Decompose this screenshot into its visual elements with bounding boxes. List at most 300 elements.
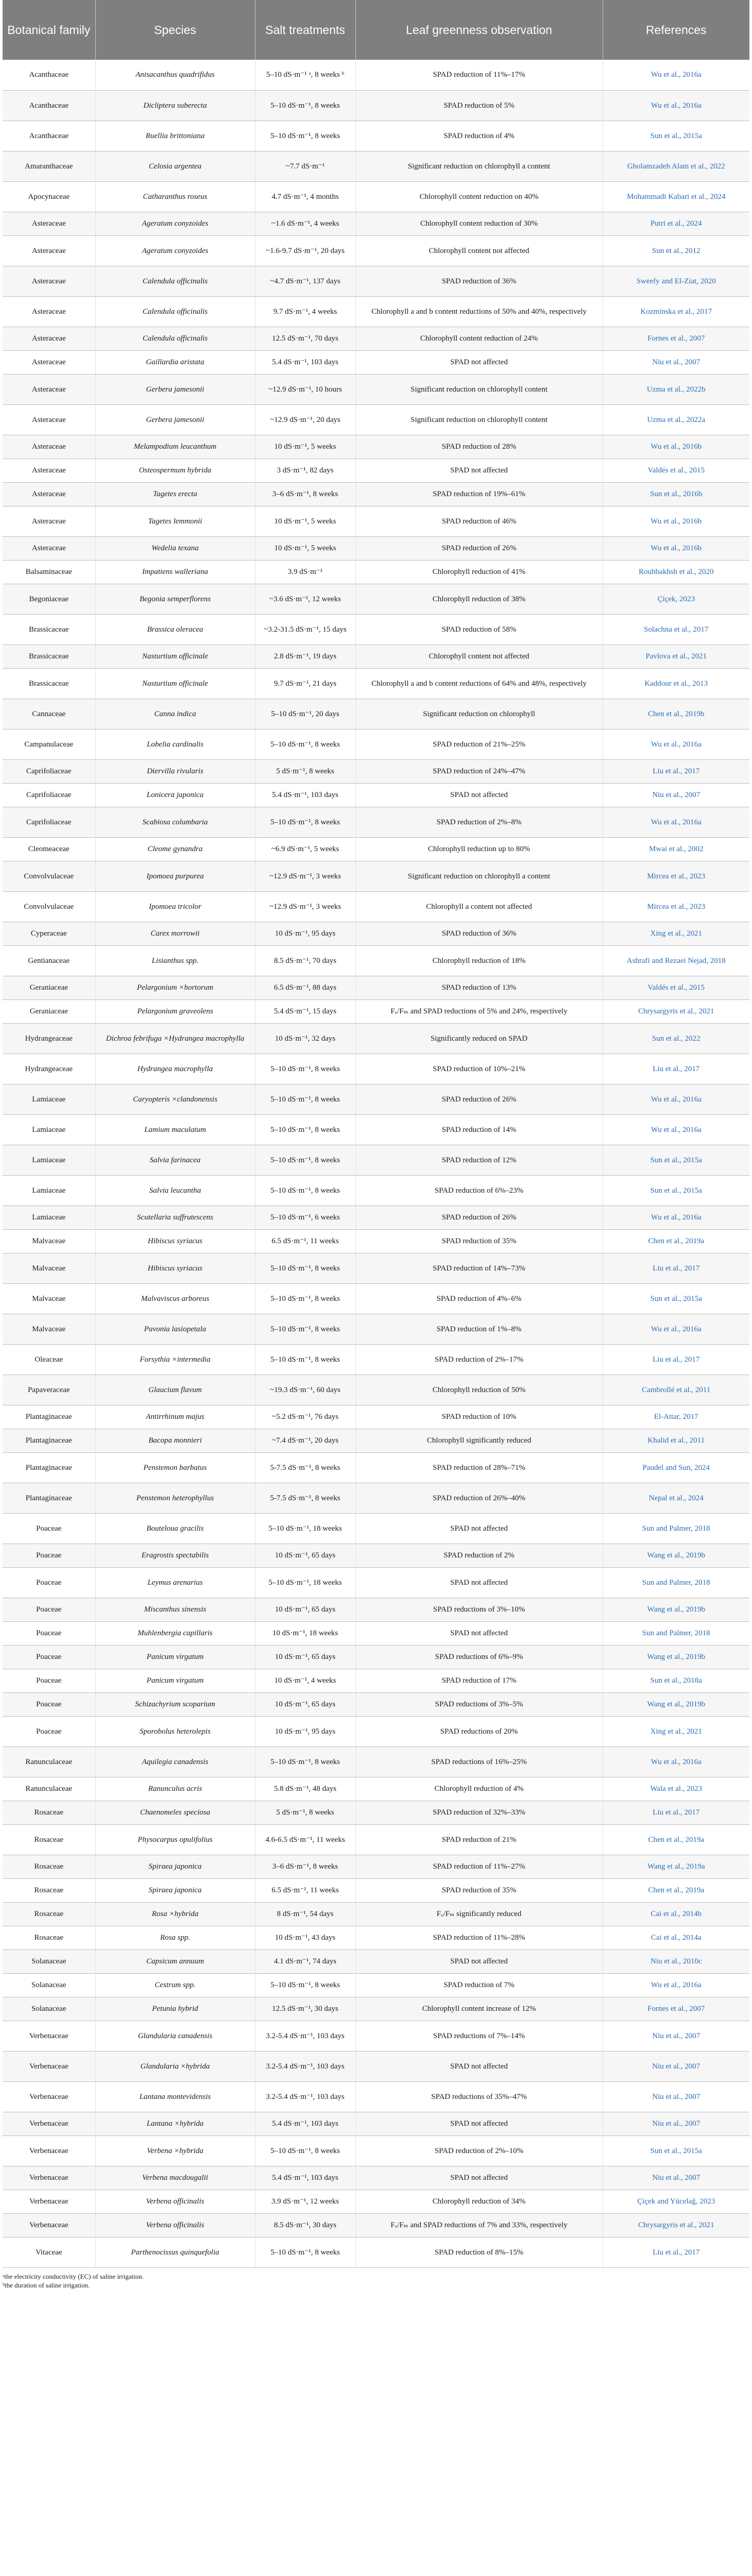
cell-reference[interactable]: Wu et al., 2016a [603,60,749,90]
cell-salt-treatment: 5-7.5 dS·m⁻¹, 8 weeks [255,1483,355,1513]
table-row [3,536,749,560]
cell-family: Papaveraceae [3,1375,95,1405]
table-row [3,584,749,614]
cell-reference[interactable]: Liu et al., 2017 [603,1054,749,1084]
cell-species: Gaillardia aristata [95,350,255,374]
cell-reference[interactable]: Chen et al., 2019a [603,1878,749,1902]
cell-family: Acanthaceae [3,60,95,90]
cell-salt-treatment: 10 dS·m⁻¹, 32 days [255,1023,355,1054]
cell-species: Calendula officinalis [95,296,255,327]
cell-family: Asteraceae [3,327,95,350]
cell-salt-treatment: 5–10 dS·m⁻¹, 8 weeks [255,1344,355,1375]
cell-observation: Fᵥ/Fₘ significantly reduced [355,1902,603,1926]
cell-reference[interactable]: Fornes et al., 2007 [603,327,749,350]
cell-species: Penstemon heterophyllus [95,1483,255,1513]
cell-reference[interactable]: Chen et al., 2019a [603,1824,749,1855]
table-row [3,2021,749,2051]
cell-family: Poaceae [3,1567,95,1598]
cell-observation: SPAD reductions of 20% [355,1716,603,1747]
cell-reference[interactable]: Mwai et al., 2002 [603,837,749,861]
cell-family: Asteraceae [3,404,95,435]
cell-observation: SPAD reduction of 6%–23% [355,1175,603,1206]
table-row [3,1926,749,1950]
table-row [3,1314,749,1344]
cell-reference[interactable]: Çiçek, 2023 [603,584,749,614]
cell-observation: SPAD reductions of 35%–47% [355,2081,603,2112]
header-salt-treatments: Salt treatments [255,0,355,60]
cell-salt-treatment: 5.8 dS·m⁻¹, 48 days [255,1777,355,1801]
cell-reference[interactable]: Liu et al., 2017 [603,1344,749,1375]
cell-reference[interactable]: Kaddour et al., 2013 [603,668,749,699]
cell-observation: SPAD reduction of 36% [355,266,603,296]
cell-observation: SPAD reduction of 14%–73% [355,1253,603,1283]
cell-reference[interactable]: Khalid et al., 2011 [603,1429,749,1452]
cell-reference[interactable]: Rouhbakhsh et al., 2020 [603,560,749,584]
cell-species: Lantana ×hybrida [95,2112,255,2136]
table-row [3,1621,749,1645]
cell-species: Nasturtium officinale [95,645,255,668]
table-row [3,151,749,181]
cell-salt-treatment: 5.4 dS·m⁻¹, 103 days [255,350,355,374]
cell-family: Malvaceae [3,1253,95,1283]
table-row [3,506,749,536]
cell-reference[interactable]: Wu et al., 2016a [603,1973,749,1997]
cell-reference[interactable]: El-Attar, 2017 [603,1405,749,1429]
cell-salt-treatment: 5–10 dS·m⁻¹, 8 weeks [255,1747,355,1777]
cell-reference[interactable]: Niu et al., 2007 [603,350,749,374]
cell-salt-treatment: 10 dS·m⁻¹, 18 weeks [255,1621,355,1645]
table-body [3,60,749,2267]
table-row [3,861,749,891]
footnote: ᵃthe electricity conductivity (EC) of saline irrigation. [3,2272,144,2280]
cell-family: Caprifoliaceae [3,759,95,783]
table-row [3,1483,749,1513]
cell-salt-treatment: ~7.4 dS·m⁻¹, 20 days [255,1429,355,1452]
cell-species: Dichroa febrifuga ×Hydrangea macrophylla [95,1023,255,1054]
cell-reference[interactable]: Sun et al., 2015a [603,1283,749,1314]
cell-family: Acanthaceae [3,90,95,121]
cell-family: Verbenaceae [3,2190,95,2213]
cell-species: Lamium maculatum [95,1114,255,1145]
cell-reference[interactable]: Sun et al., 2022 [603,1023,749,1054]
cell-salt-treatment: 6.5 dS·m⁻¹, 88 days [255,976,355,999]
cell-observation: Fᵥ/Fₘ and SPAD reductions of 5% and 24%, respectively [355,999,603,1023]
cell-reference[interactable]: Wang et al., 2019b [603,1598,749,1621]
cell-reference[interactable]: Cambrollé et al., 2011 [603,1375,749,1405]
cell-observation: SPAD reduction of 4%–6% [355,1283,603,1314]
cell-observation: SPAD reduction of 36% [355,922,603,945]
cell-salt-treatment: 10 dS·m⁻¹, 95 days [255,1716,355,1747]
table-row [3,404,749,435]
cell-observation: SPAD reduction of 28%–71% [355,1452,603,1483]
cell-family: Lamiaceae [3,1206,95,1229]
cell-salt-treatment: 3.2-5.4 dS·m⁻¹, 103 days [255,2021,355,2051]
cell-reference[interactable]: Wu et al., 2016b [603,506,749,536]
table-row [3,1669,749,1692]
cell-reference[interactable]: Chrysargyris et al., 2021 [603,999,749,1023]
table-row [3,1054,749,1084]
cell-species: Osteospermum hybrida [95,459,255,482]
table-row [3,435,749,459]
cell-reference[interactable]: Kozminska et al., 2017 [603,296,749,327]
cell-reference[interactable]: Çiçek and Yücelağ, 2023 [603,2190,749,2213]
cell-reference[interactable]: Valdés et al., 2015 [603,459,749,482]
cell-observation: SPAD reduction of 21% [355,1824,603,1855]
table-row [3,296,749,327]
cell-observation: SPAD reduction of 32%–33% [355,1801,603,1824]
cell-reference[interactable]: Niu et al., 2007 [603,783,749,807]
cell-family: Poaceae [3,1692,95,1716]
cell-family: Asteraceae [3,435,95,459]
cell-salt-treatment: 10 dS·m⁻¹, 65 days [255,1692,355,1716]
table-row [3,1114,749,1145]
cell-observation: Significant reduction on chlorophyll a content [355,151,603,181]
table-row [3,668,749,699]
cell-species: Panicum virgatum [95,1669,255,1692]
cell-reference[interactable]: Solachna et al., 2017 [603,614,749,645]
cell-reference[interactable]: Wu et al., 2016a [603,1314,749,1344]
cell-family: Asteraceae [3,266,95,296]
cell-family: Hydrangeaceae [3,1054,95,1084]
cell-reference[interactable]: Sun and Palmer, 2018 [603,1567,749,1598]
cell-family: Verbenaceae [3,2166,95,2190]
cell-reference[interactable]: Wang et al., 2019b [603,1544,749,1567]
cell-salt-treatment: ~1.6-9.7 dS·m⁻¹, 20 days [255,235,355,266]
cell-species: Verbena macdougalii [95,2166,255,2190]
cell-salt-treatment: 5–10 dS·m⁻¹, 8 weeks [255,121,355,151]
cell-species: Panicum virgatum [95,1645,255,1669]
cell-family: Asteraceae [3,506,95,536]
table-row [3,945,749,976]
cell-reference[interactable]: Paudel and Sun, 2024 [603,1452,749,1483]
cell-reference[interactable]: Sun et al., 2016b [603,482,749,506]
cell-species: Leymus arenarius [95,1567,255,1598]
cell-reference[interactable]: Liu et al., 2017 [603,1253,749,1283]
cell-reference[interactable]: Fornes et al., 2007 [603,1997,749,2021]
cell-observation: Fᵥ/Fₘ and SPAD reductions of 7% and 33%, respectively [355,2213,603,2237]
cell-observation: Significant reduction on chlorophyll content [355,374,603,404]
cell-salt-treatment: 8.5 dS·m⁻¹, 30 days [255,2213,355,2237]
table-row [3,212,749,235]
cell-salt-treatment: 9.7 dS·m⁻¹, 21 days [255,668,355,699]
cell-species: Lobelia cardinalis [95,729,255,759]
cell-observation: Chlorophyll reduction of 38% [355,584,603,614]
cell-salt-treatment: ~7.7 dS·m⁻¹ [255,151,355,181]
table-row [3,2051,749,2081]
cell-reference[interactable]: Wang et al., 2019b [603,1645,749,1669]
cell-species: Schizachyrium scoparium [95,1692,255,1716]
table-row [3,1997,749,2021]
cell-observation: SPAD reductions of 6%–9% [355,1645,603,1669]
cell-salt-treatment: 5-7.5 dS·m⁻¹, 8 weeks [255,1452,355,1483]
table-row [3,2237,749,2267]
table-row [3,2166,749,2190]
cell-species: Hibiscus syriacus [95,1229,255,1253]
cell-species: Cleome gynandra [95,837,255,861]
cell-salt-treatment: 12.5 dS·m⁻¹, 30 days [255,1997,355,2021]
cell-reference[interactable]: Wang et al., 2019b [603,1692,749,1716]
cell-observation: SPAD reduction of 26% [355,1084,603,1114]
table-row [3,1344,749,1375]
table-row [3,999,749,1023]
cell-salt-treatment: ~12.9 dS·m⁻¹, 3 weeks [255,861,355,891]
cell-reference[interactable]: Sweefy and El-Ziat, 2020 [603,266,749,296]
cell-salt-treatment: 8 dS·m⁻¹, 54 days [255,1902,355,1926]
cell-salt-treatment: 2.8 dS·m⁻¹, 19 days [255,645,355,668]
cell-family: Caprifoliaceae [3,783,95,807]
cell-salt-treatment: 8.5 dS·m⁻¹, 70 days [255,945,355,976]
cell-family: Plantaginaceae [3,1429,95,1452]
table-row [3,459,749,482]
cell-salt-treatment: 5 dS·m⁻¹, 8 weeks [255,759,355,783]
cell-reference[interactable]: Chrysargyris et al., 2021 [603,2213,749,2237]
cell-salt-treatment: 5.4 dS·m⁻¹, 15 days [255,999,355,1023]
cell-salt-treatment: 10 dS·m⁻¹, 43 days [255,1926,355,1950]
cell-family: Asteraceae [3,482,95,506]
cell-reference[interactable]: Niu et al., 2007 [603,2081,749,2112]
cell-species: Tagetes lemmonii [95,506,255,536]
cell-salt-treatment: 5–10 dS·m⁻¹, 8 weeks [255,1283,355,1314]
cell-reference[interactable]: Wu et al., 2016a [603,1114,749,1145]
cell-species: Salvia leucantha [95,1175,255,1206]
table-row [3,1513,749,1544]
cell-observation: SPAD reductions of 3%–5% [355,1692,603,1716]
cell-species: Malvaviscus arboreus [95,1283,255,1314]
cell-species: Rosa spp. [95,1926,255,1950]
table-row [3,350,749,374]
cell-observation: SPAD reduction of 28% [355,435,603,459]
cell-reference[interactable]: Niu et al., 2010c [603,1950,749,1973]
cell-species: Sporobolus heterolepis [95,1716,255,1747]
cell-species: Hibiscus syriacus [95,1253,255,1283]
cell-reference[interactable]: Mircea et al., 2023 [603,891,749,922]
cell-observation: SPAD reductions of 16%–25% [355,1747,603,1777]
cell-salt-treatment: 3.2-5.4 dS·m⁻¹, 103 days [255,2081,355,2112]
cell-family: Poaceae [3,1513,95,1544]
cell-reference[interactable]: Xing et al., 2021 [603,1716,749,1747]
cell-species: Celosia argentea [95,151,255,181]
cell-reference[interactable]: Sun and Palmer, 2018 [603,1621,749,1645]
cell-reference[interactable]: Cai et al., 2014a [603,1926,749,1950]
cell-observation: SPAD not affected [355,1621,603,1645]
table-row [3,90,749,121]
cell-reference[interactable]: Mircea et al., 2023 [603,861,749,891]
cell-reference[interactable]: Gholamzadeh Alam et al., 2022 [603,151,749,181]
cell-observation: Significant reduction on chlorophyll content [355,404,603,435]
cell-reference[interactable]: Wang et al., 2019a [603,1855,749,1878]
cell-salt-treatment: ~12.9 dS·m⁻¹, 3 weeks [255,891,355,922]
cell-family: Balsaminaceae [3,560,95,584]
cell-reference[interactable]: Pavlova et al., 2021 [603,645,749,668]
cell-reference[interactable]: Wu et al., 2016b [603,435,749,459]
cell-reference[interactable]: Liu et al., 2017 [603,1801,749,1824]
cell-reference[interactable]: Wu et al., 2016a [603,90,749,121]
cell-family: Solanaceae [3,1950,95,1973]
cell-observation: SPAD reduction of 21%–25% [355,729,603,759]
cell-reference[interactable]: Wu et al., 2016a [603,1206,749,1229]
cell-observation: SPAD not affected [355,1513,603,1544]
cell-observation: SPAD not affected [355,783,603,807]
cell-salt-treatment: 6.5 dS·m⁻¹, 11 weeks [255,1878,355,1902]
cell-species: Calendula officinalis [95,327,255,350]
cell-reference[interactable]: Wu et al., 2016a [603,807,749,837]
cell-observation: Chlorophyll significantly reduced [355,1429,603,1452]
table-row [3,1405,749,1429]
table-row [3,2213,749,2237]
cell-salt-treatment: 10 dS·m⁻¹, 65 days [255,1598,355,1621]
cell-species: Muhlenbergia capillaris [95,1621,255,1645]
cell-reference[interactable]: Sun et al., 2015a [603,2136,749,2166]
cell-salt-treatment: 3–6 dS·m⁻¹, 8 weeks [255,1855,355,1878]
cell-observation: Significant reduction on chlorophyll [355,699,603,729]
cell-family: Asteraceae [3,235,95,266]
cell-species: Gerbera jamesonii [95,374,255,404]
cell-reference[interactable]: Niu et al., 2007 [603,2166,749,2190]
cell-observation: SPAD reductions of 7%–14% [355,2021,603,2051]
cell-reference[interactable]: Xing et al., 2021 [603,922,749,945]
cell-reference[interactable]: Cai et al., 2014b [603,1902,749,1926]
cell-reference[interactable]: Wu et al., 2016b [603,536,749,560]
cell-observation: SPAD reduction of 26% [355,536,603,560]
cell-family: Verbenaceae [3,2021,95,2051]
cell-species: Salvia farinacea [95,1145,255,1175]
cell-family: Cyperaceae [3,922,95,945]
cell-observation: SPAD not affected [355,1950,603,1973]
cell-observation: Chlorophyll reduction of 34% [355,2190,603,2213]
table-row [3,783,749,807]
cell-reference[interactable]: Niu et al., 2007 [603,2051,749,2081]
cell-species: Cestrum spp. [95,1973,255,1997]
table-row [3,614,749,645]
cell-reference[interactable]: Sun et al., 2018a [603,1669,749,1692]
table-row [3,729,749,759]
cell-reference[interactable]: Niu et al., 2007 [603,2112,749,2136]
footnotes [3,2272,752,2290]
table-row [3,2136,749,2166]
cell-salt-treatment: 5.4 dS·m⁻¹, 103 days [255,2112,355,2136]
cell-observation: Chlorophyll a and b content reductions of 50% and 40%, respectively [355,296,603,327]
cell-salt-treatment: 3.9 dS·m⁻¹ [255,560,355,584]
cell-reference[interactable]: Chen et al., 2019b [603,699,749,729]
cell-observation: Significantly reduced on SPAD [355,1023,603,1054]
cell-species: Antirrhinum majus [95,1405,255,1429]
cell-family: Asteraceae [3,459,95,482]
cell-salt-treatment: ~19.3 dS·m⁻¹, 60 days [255,1375,355,1405]
table-row [3,1429,749,1452]
cell-observation: SPAD reduction of 35% [355,1229,603,1253]
cell-observation: SPAD reductions of 3%–10% [355,1598,603,1621]
cell-species: Glaucium flavum [95,1375,255,1405]
cell-species: Impatiens walleriana [95,560,255,584]
cell-observation: SPAD reduction of 2%–17% [355,1344,603,1375]
table-row [3,482,749,506]
cell-salt-treatment: ~1.6 dS·m⁻¹, 4 weeks [255,212,355,235]
cell-family: Geraniaceae [3,976,95,999]
cell-family: Brassicaceae [3,668,95,699]
cell-observation: SPAD reduction of 26%–40% [355,1483,603,1513]
cell-reference[interactable]: Sun et al., 2012 [603,235,749,266]
table-row [3,1878,749,1902]
cell-species: Verbena officinalis [95,2213,255,2237]
cell-species: Ipomoea purpurea [95,861,255,891]
table-row [3,235,749,266]
table-row [3,1598,749,1621]
cell-reference[interactable]: Uzma et al., 2022b [603,374,749,404]
cell-reference[interactable]: Sun et al., 2015a [603,121,749,151]
cell-observation: Chlorophyll content reduction on 40% [355,181,603,212]
cell-observation: SPAD not affected [355,2051,603,2081]
cell-observation: SPAD reduction of 17% [355,1669,603,1692]
cell-reference[interactable]: Wu et al., 2016a [603,1084,749,1114]
cell-reference[interactable]: Wu et al., 2016a [603,1747,749,1777]
cell-reference[interactable]: Liu et al., 2017 [603,759,749,783]
cell-observation: SPAD reduction of 19%–61% [355,482,603,506]
cell-salt-treatment: ~6.9 dS·m⁻¹, 5 weeks [255,837,355,861]
footnote: ᵇthe duration of saline irrigation. [3,2281,90,2289]
cell-reference[interactable]: Wu et al., 2016a [603,729,749,759]
cell-reference[interactable]: Wala et al., 2023 [603,1777,749,1801]
cell-reference[interactable]: Liu et al., 2017 [603,2237,749,2267]
cell-salt-treatment: 5–10 dS·m⁻¹, 20 days [255,699,355,729]
cell-family: Poaceae [3,1716,95,1747]
cell-family: Gentianaceae [3,945,95,976]
cell-salt-treatment: 10 dS·m⁻¹, 95 days [255,922,355,945]
cell-observation: SPAD reduction of 12% [355,1145,603,1175]
cell-reference[interactable]: Sun et al., 2015a [603,1145,749,1175]
cell-reference[interactable]: Sun and Palmer, 2018 [603,1513,749,1544]
cell-family: Rosaceae [3,1902,95,1926]
cell-family: Asteraceae [3,536,95,560]
cell-reference[interactable]: Uzma et al., 2022a [603,404,749,435]
table-row [3,1283,749,1314]
cell-observation: SPAD reduction of 2% [355,1544,603,1567]
cell-salt-treatment: 5–10 dS·m⁻¹ ᵃ, 8 weeks ᵇ [255,60,355,90]
cell-observation: SPAD reduction of 1%–8% [355,1314,603,1344]
cell-salt-treatment: 5–10 dS·m⁻¹, 8 weeks [255,1253,355,1283]
cell-reference[interactable]: Ashrafi and Rezaei Nejad, 2018 [603,945,749,976]
cell-reference[interactable]: Nepal et al., 2024 [603,1483,749,1513]
cell-species: Penstemon barbatus [95,1452,255,1483]
cell-salt-treatment: ~3.2-31.5 dS·m⁻¹, 15 days [255,614,355,645]
table-row [3,1747,749,1777]
cell-salt-treatment: 10 dS·m⁻¹, 4 weeks [255,1669,355,1692]
cell-reference[interactable]: Chen et al., 2019a [603,1229,749,1253]
cell-family: Asteraceae [3,212,95,235]
cell-salt-treatment: 3–6 dS·m⁻¹, 8 weeks [255,482,355,506]
table-row [3,1824,749,1855]
cell-observation: Significant reduction on chlorophyll a content [355,861,603,891]
cell-species: Pelargonium graveolens [95,999,255,1023]
cell-family: Brassicaceae [3,645,95,668]
cell-family: Rosaceae [3,1801,95,1824]
cell-family: Amaranthaceae [3,151,95,181]
cell-salt-treatment: 3.2-5.4 dS·m⁻¹, 103 days [255,2051,355,2081]
cell-family: Campanulaceae [3,729,95,759]
header-species: Species [95,0,255,60]
cell-reference[interactable]: Valdés et al., 2015 [603,976,749,999]
table-row [3,1855,749,1878]
table-row [3,807,749,837]
cell-reference[interactable]: Putri et al., 2024 [603,212,749,235]
cell-reference[interactable]: Mohammadi Kabari et al., 2024 [603,181,749,212]
cell-species: Pavonia lasiopetala [95,1314,255,1344]
cell-reference[interactable]: Sun et al., 2015a [603,1175,749,1206]
cell-species: Capsicum annuum [95,1950,255,1973]
cell-family: Apocynaceae [3,181,95,212]
cell-reference[interactable]: Niu et al., 2007 [603,2021,749,2051]
cell-salt-treatment: 10 dS·m⁻¹, 5 weeks [255,506,355,536]
cell-family: Cannaceae [3,699,95,729]
